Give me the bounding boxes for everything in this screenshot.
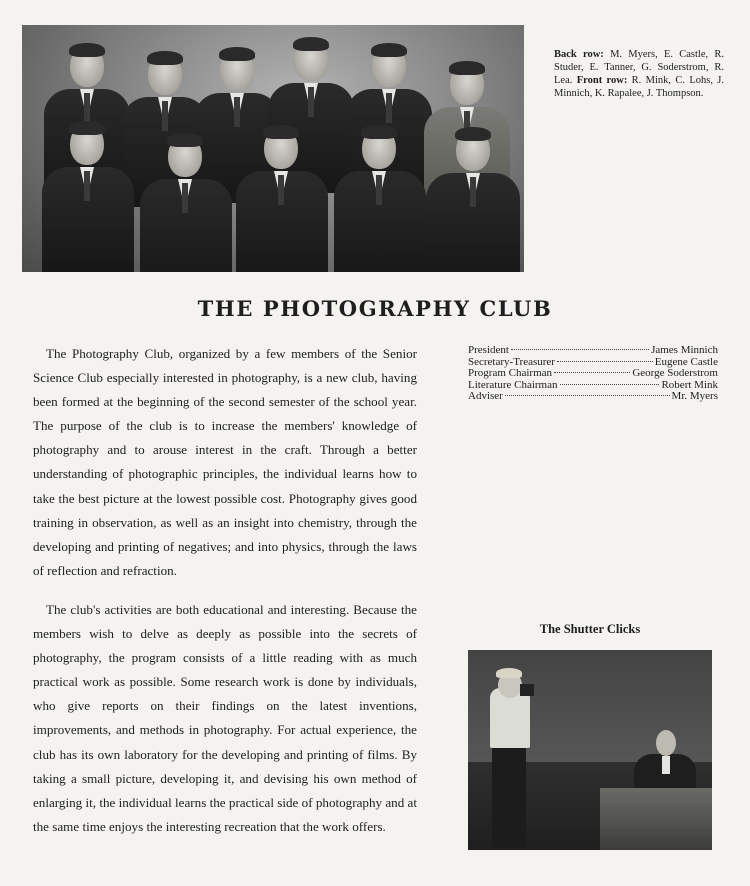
- body-paragraph-2: [33, 598, 417, 839]
- officer-row-adviser: [468, 391, 718, 403]
- officer-name: James Minnich: [651, 344, 718, 356]
- club-group-photo: [22, 25, 524, 272]
- page-title: THE PHOTOGRAPHY CLUB: [197, 296, 553, 321]
- officer-row-president: [468, 345, 718, 357]
- officer-name: Mr. Myers: [671, 390, 718, 403]
- officer-role: Literature Chairman: [468, 378, 558, 391]
- front-row-label: Front row:: [576, 75, 628, 86]
- officers-list: [468, 345, 718, 403]
- officer-role: President: [468, 344, 509, 356]
- officer-role: Secretary-Treasurer: [468, 355, 555, 368]
- officer-name: George Soderstrom: [632, 367, 718, 380]
- shutter-photo-caption: The Shutter Clicks: [539, 622, 641, 636]
- front-row-names: R. Mink, C. Lohs, J. Minnich, K. Rapalee, J. Thompson.: [554, 75, 724, 99]
- officer-role: Program Chairman: [468, 367, 553, 380]
- back-row-names: M. Myers, E. Castle, R. Studer, E. Tanner, G. Soderstrom, R. Lea.: [554, 49, 725, 86]
- officer-role: Adviser: [468, 390, 503, 403]
- paragraph-text: The club's activities are both educational and interesting. Because the members wish to delve as deeply as possible into the secrets of photography, the program consists of a little reading with as much practical work as possible. Some research work is done by individuals, who give reports on their findings on the latest inventions, improvements, and methods in photography. For actual experience, the club has its own laboratory for the developing and printing of films. By taking a small picture, developing it, and devising his own method of enlarging it, the individual learns the practical side of photography and at the same time enjoys the interesting recreation that the work offers.: [33, 602, 417, 834]
- back-row-label: Back row:: [554, 49, 604, 60]
- shutter-clicks-photo: [468, 650, 712, 850]
- body-paragraph-1: [33, 342, 417, 583]
- paragraph-text: The Photography Club, organized by a few members of the Senior Science Club especially interested in photography, is a new club, having been formed at the beginning of the second semester of the school year. The purpose of the club is to increase the members' knowledge of photography and to arouse interest in the craft. Through a better understanding of photographic principles, the individual learns how to take the best picture at the lowest possible cost. Photography gives good training in observation, as well as an insight into chemistry, through the developing and printing of negatives; and into physics, through the laws of reflection and refraction.: [33, 346, 417, 578]
- group-photo-caption: [554, 48, 724, 100]
- officer-name: Robert Mink: [661, 378, 718, 391]
- officer-name: Eugene Castle: [654, 355, 718, 368]
